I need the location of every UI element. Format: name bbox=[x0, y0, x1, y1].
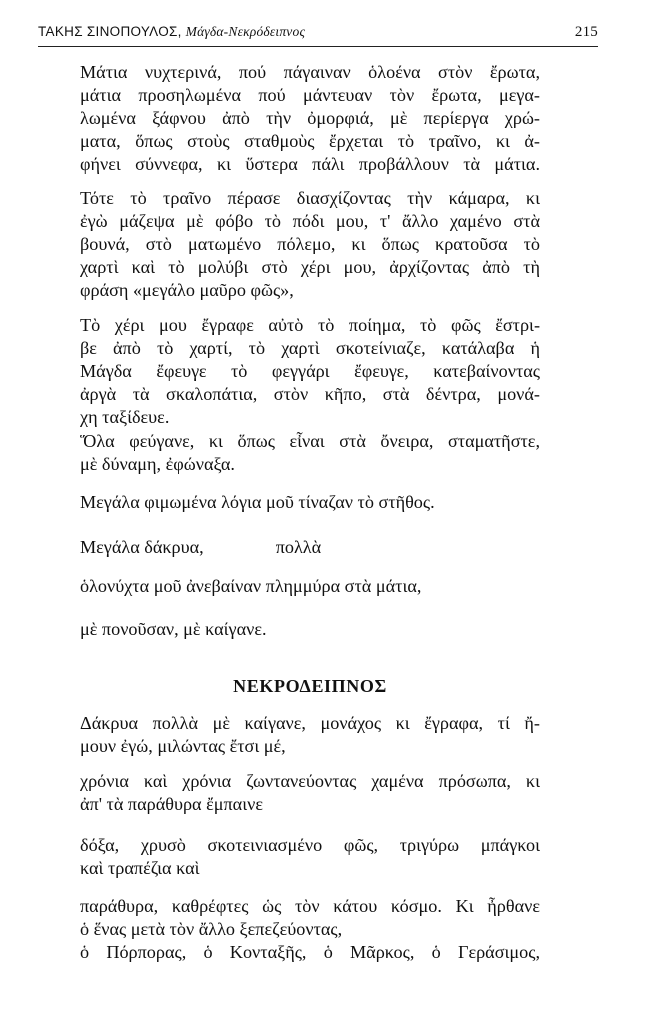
paragraph-6 bbox=[80, 536, 540, 559]
text-line: φήνει σύννεφα, κι ὕστερα πάλι προβάλλουν τὰ μάτια. bbox=[80, 154, 540, 174]
text-line: ὁλονύχτα μοῦ ἀνεβαίναν πλημμύρα στὰ μάτια, bbox=[80, 576, 422, 596]
text-line: φράση «μεγάλο μαῦρο φῶς», bbox=[80, 280, 294, 300]
running-head-title: Μάγδα-Νεκρόδειπνος bbox=[185, 24, 306, 39]
text-line: Δάκρυα πολλὰ μὲ καίγανε, μονάχος κι ἔγραφα, τί ἤ- bbox=[80, 713, 540, 733]
text-line: βουνά, στὸ ματωμένο πόλεμο, κι ὅπως κρατοῦσα τὸ bbox=[80, 234, 540, 254]
text-line: βε ἀπὸ τὸ χαρτί, τὸ χαρτὶ σκοτείνιαζε, κατάλαβα ἡ bbox=[80, 338, 540, 358]
text-line: χρόνια καὶ χρόνια ζωντανεύοντας χαμένα πρόσωπα, κι bbox=[80, 771, 540, 791]
text-line: μὲ πονοῦσαν, μὲ καίγανε. bbox=[80, 619, 267, 639]
section-paragraph-3 bbox=[80, 834, 540, 880]
text-line: ἀπ' τὰ παράθυρα ἔμπαινε bbox=[80, 794, 263, 814]
text-line: Τότε τὸ τραῖνο πέρασε διασχίζοντας τὴν κάμαρα, κι bbox=[80, 188, 540, 208]
running-head bbox=[38, 24, 598, 46]
text-line: Μάγδα ἔφευγε τὸ φεγγάρι ἔφευγε, κατεβαίνοντας bbox=[80, 361, 540, 381]
section-paragraph-1 bbox=[80, 712, 540, 758]
text-line: μὲ δύναμη, ἐφώναξα. bbox=[80, 454, 235, 474]
section-paragraph-4 bbox=[80, 895, 540, 964]
text-line bbox=[80, 536, 540, 559]
paragraph-2 bbox=[80, 187, 540, 302]
text-line: ἀργὰ τὰ σκαλοπάτια, στὸν κῆπο, στὰ δέντρα, μονά- bbox=[80, 384, 540, 404]
text-line: καὶ τραπέζια καὶ bbox=[80, 858, 200, 878]
paragraph-8 bbox=[80, 618, 540, 641]
running-head-author: ΤΑΚΗΣ ΣΙΝΟΠΟΥΛΟΣ, bbox=[38, 24, 182, 39]
text-line: παράθυρα, καθρέφτες ὡς τὸν κάτου κόσμο. Κι ἦρθανε bbox=[80, 896, 540, 916]
text-line: χη ταξίδευε. bbox=[80, 407, 170, 427]
page-number: 215 bbox=[574, 24, 598, 40]
text-line: μάτια προσηλωμένα πού μάντευαν τὸν ἔρωτα, μεγα- bbox=[80, 85, 540, 105]
text-fragment: πολλὰ bbox=[275, 537, 322, 557]
header-rule bbox=[38, 46, 598, 47]
paragraph-4 bbox=[80, 430, 540, 476]
text-line: ὁ ἕνας μετὰ τὸν ἄλλο ξεπεζεύοντας, bbox=[80, 919, 343, 939]
text-line: Ὅλα φεύγανε, κι ὅπως εἶναι στὰ ὄνειρα, σταματῆστε, bbox=[80, 431, 540, 451]
text-line: χαρτὶ καὶ τὸ μολύβι στὸ χέρι μου, ἀρχίζοντας ἀπὸ τὴ bbox=[80, 257, 540, 277]
text-line: ὁ Πόρπορας, ὁ Κονταξῆς, ὁ Μᾶρκος, ὁ Γεράσιμος, bbox=[80, 942, 540, 962]
text-fragment: Μεγάλα δάκρυα, bbox=[80, 537, 204, 557]
text-line: Μεγάλα φιμωμένα λόγια μοῦ τίναζαν τὸ στῆθος. bbox=[80, 492, 435, 512]
paragraph-3 bbox=[80, 314, 540, 429]
text-line: ἐγὼ μάζεψα μὲ φόβο τὸ πόδι μου, τ' ἄλλο χαμένο στὰ bbox=[80, 211, 540, 231]
paragraph-5 bbox=[80, 491, 540, 514]
paragraph-7 bbox=[80, 575, 540, 598]
section-heading: ΝΕΚΡΟΔΕΙΠΝΟΣ bbox=[233, 676, 387, 696]
text-line: μουν ἐγώ, μιλώντας ἔτσι μέ, bbox=[80, 736, 286, 756]
text-line: Τὸ χέρι μου ἔγραφε αὐτὸ τὸ ποίημα, τὸ φῶς ἔστρι- bbox=[80, 315, 540, 335]
section-paragraph-2 bbox=[80, 770, 540, 816]
paragraph-1 bbox=[80, 61, 540, 176]
text-line: δόξα, χρυσὸ σκοτεινιασμένο φῶς, τριγύρω μπάγκοι bbox=[80, 835, 540, 855]
text-line: ματα, ὅπως στοὺς σταθμοὺς ἔρχεται τὸ τραῖνο, κι ἀ- bbox=[80, 131, 540, 151]
text-line: Μάτια νυχτερινά, πού πάγαιναν ὁλοένα στὸν ἔρωτα, bbox=[80, 62, 540, 82]
text-line: λωμένα ξάφνου ἀπὸ τὴν ὀμορφιά, μὲ περίεργα χρώ- bbox=[80, 108, 540, 128]
